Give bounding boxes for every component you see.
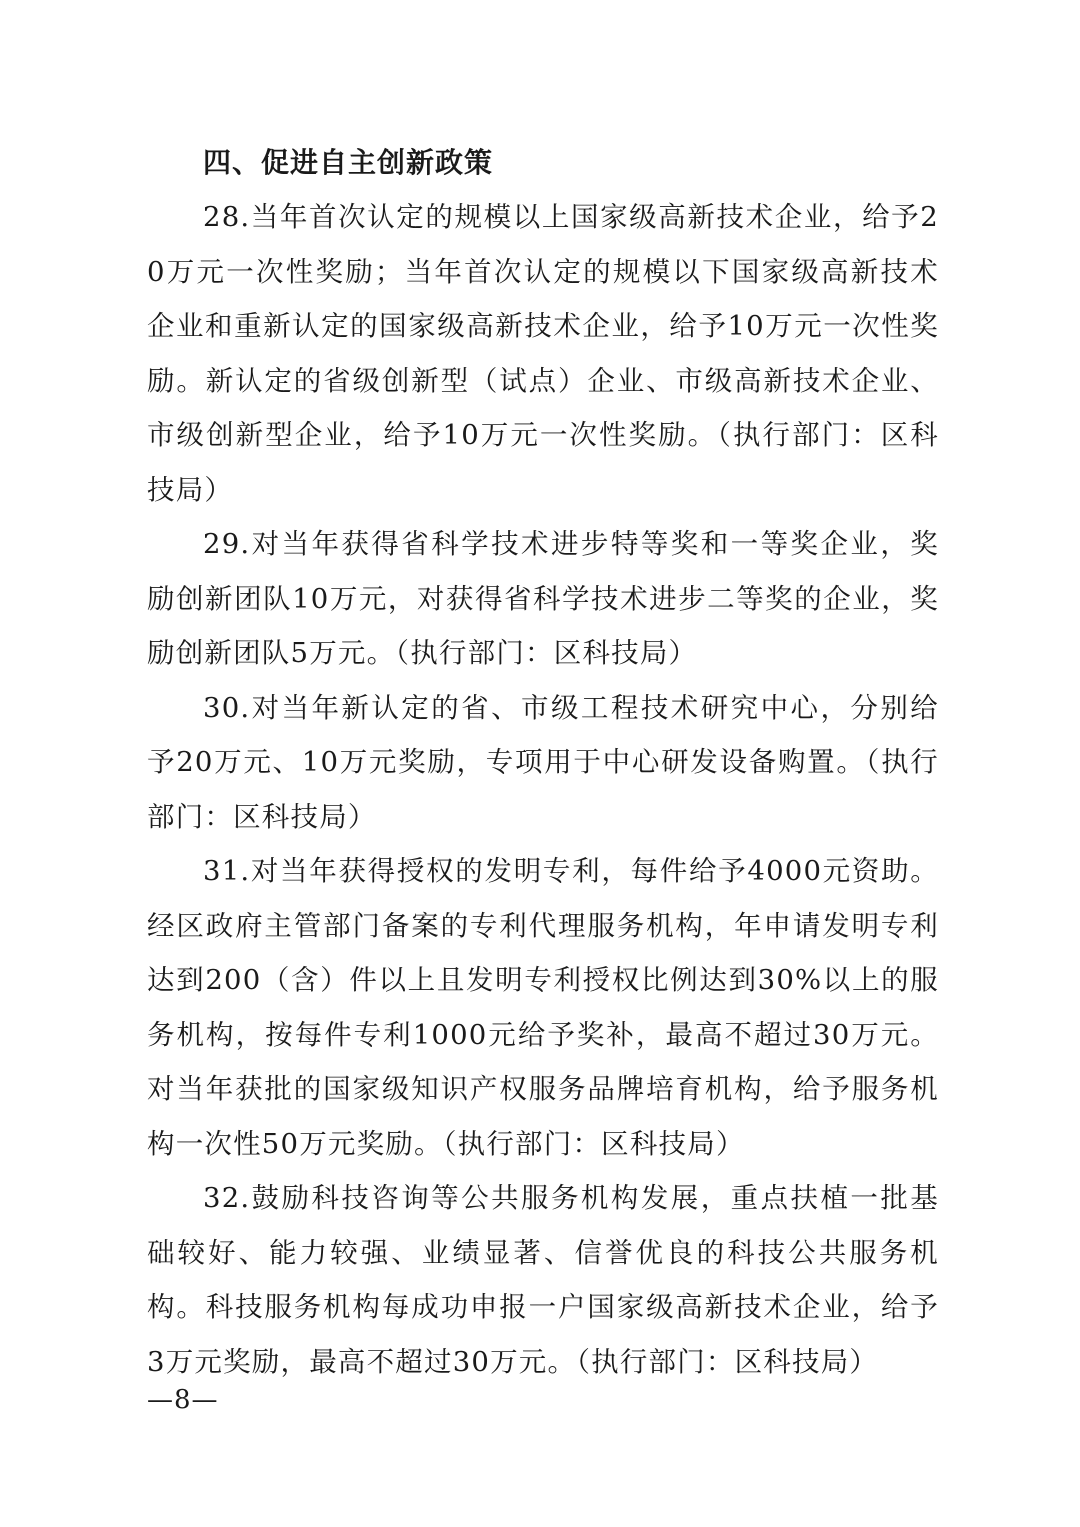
- policy-item-28: 28.当年首次认定的规模以上国家级高新技术企业，给予20万元一次性奖励；当年首次认定的规模以下国家级高新技术企业和重新认定的国家级高新技术企业，给予10万元一次性奖励。新认定的省级创新型（试点）企业、市级高新技术企业、市级创新型企业，给予10万元一次性奖励。（执行部门：区科技局）: [147, 201, 939, 506]
- section-heading: 四、促进自主创新政策: [203, 146, 494, 179]
- page-number: —8—: [147, 1385, 219, 1415]
- policy-item-30: 30.对当年新认定的省、市级工程技术研究中心，分别给予20万元、10万元奖励，专项用于中心研发设备购置。（执行部门：区科技局）: [147, 691, 939, 833]
- document-page: [147, 136, 939, 1389]
- policy-item-32: 32.鼓励科技咨询等公共服务机构发展，重点扶植一批基础较好、能力较强、业绩显著、信誉优良的科技公共服务机构。科技服务机构每成功申报一户国家级高新技术企业，给予3万元奖励，最高不超过30万元。（执行部门：区科技局）: [147, 1182, 939, 1378]
- policy-item-29: 29.对当年获得省科学技术进步特等奖和一等奖企业，奖励创新团队10万元，对获得省科学技术进步二等奖的企业，奖励创新团队5万元。（执行部门：区科技局）: [147, 528, 939, 669]
- policy-item-31: 31.对当年获得授权的发明专利，每件给予4000元资助。经区政府主管部门备案的专利代理服务机构，年申请发明专利达到200（含）件以上且发明专利授权比例达到30%以上的服务机构，按每件专利1000元给予奖补，最高不超过30万元。对当年获批的国家级知识产权服务品牌培育机构，给予服务机构一次性50万元奖励。（执行部门：区科技局）: [147, 855, 939, 1160]
